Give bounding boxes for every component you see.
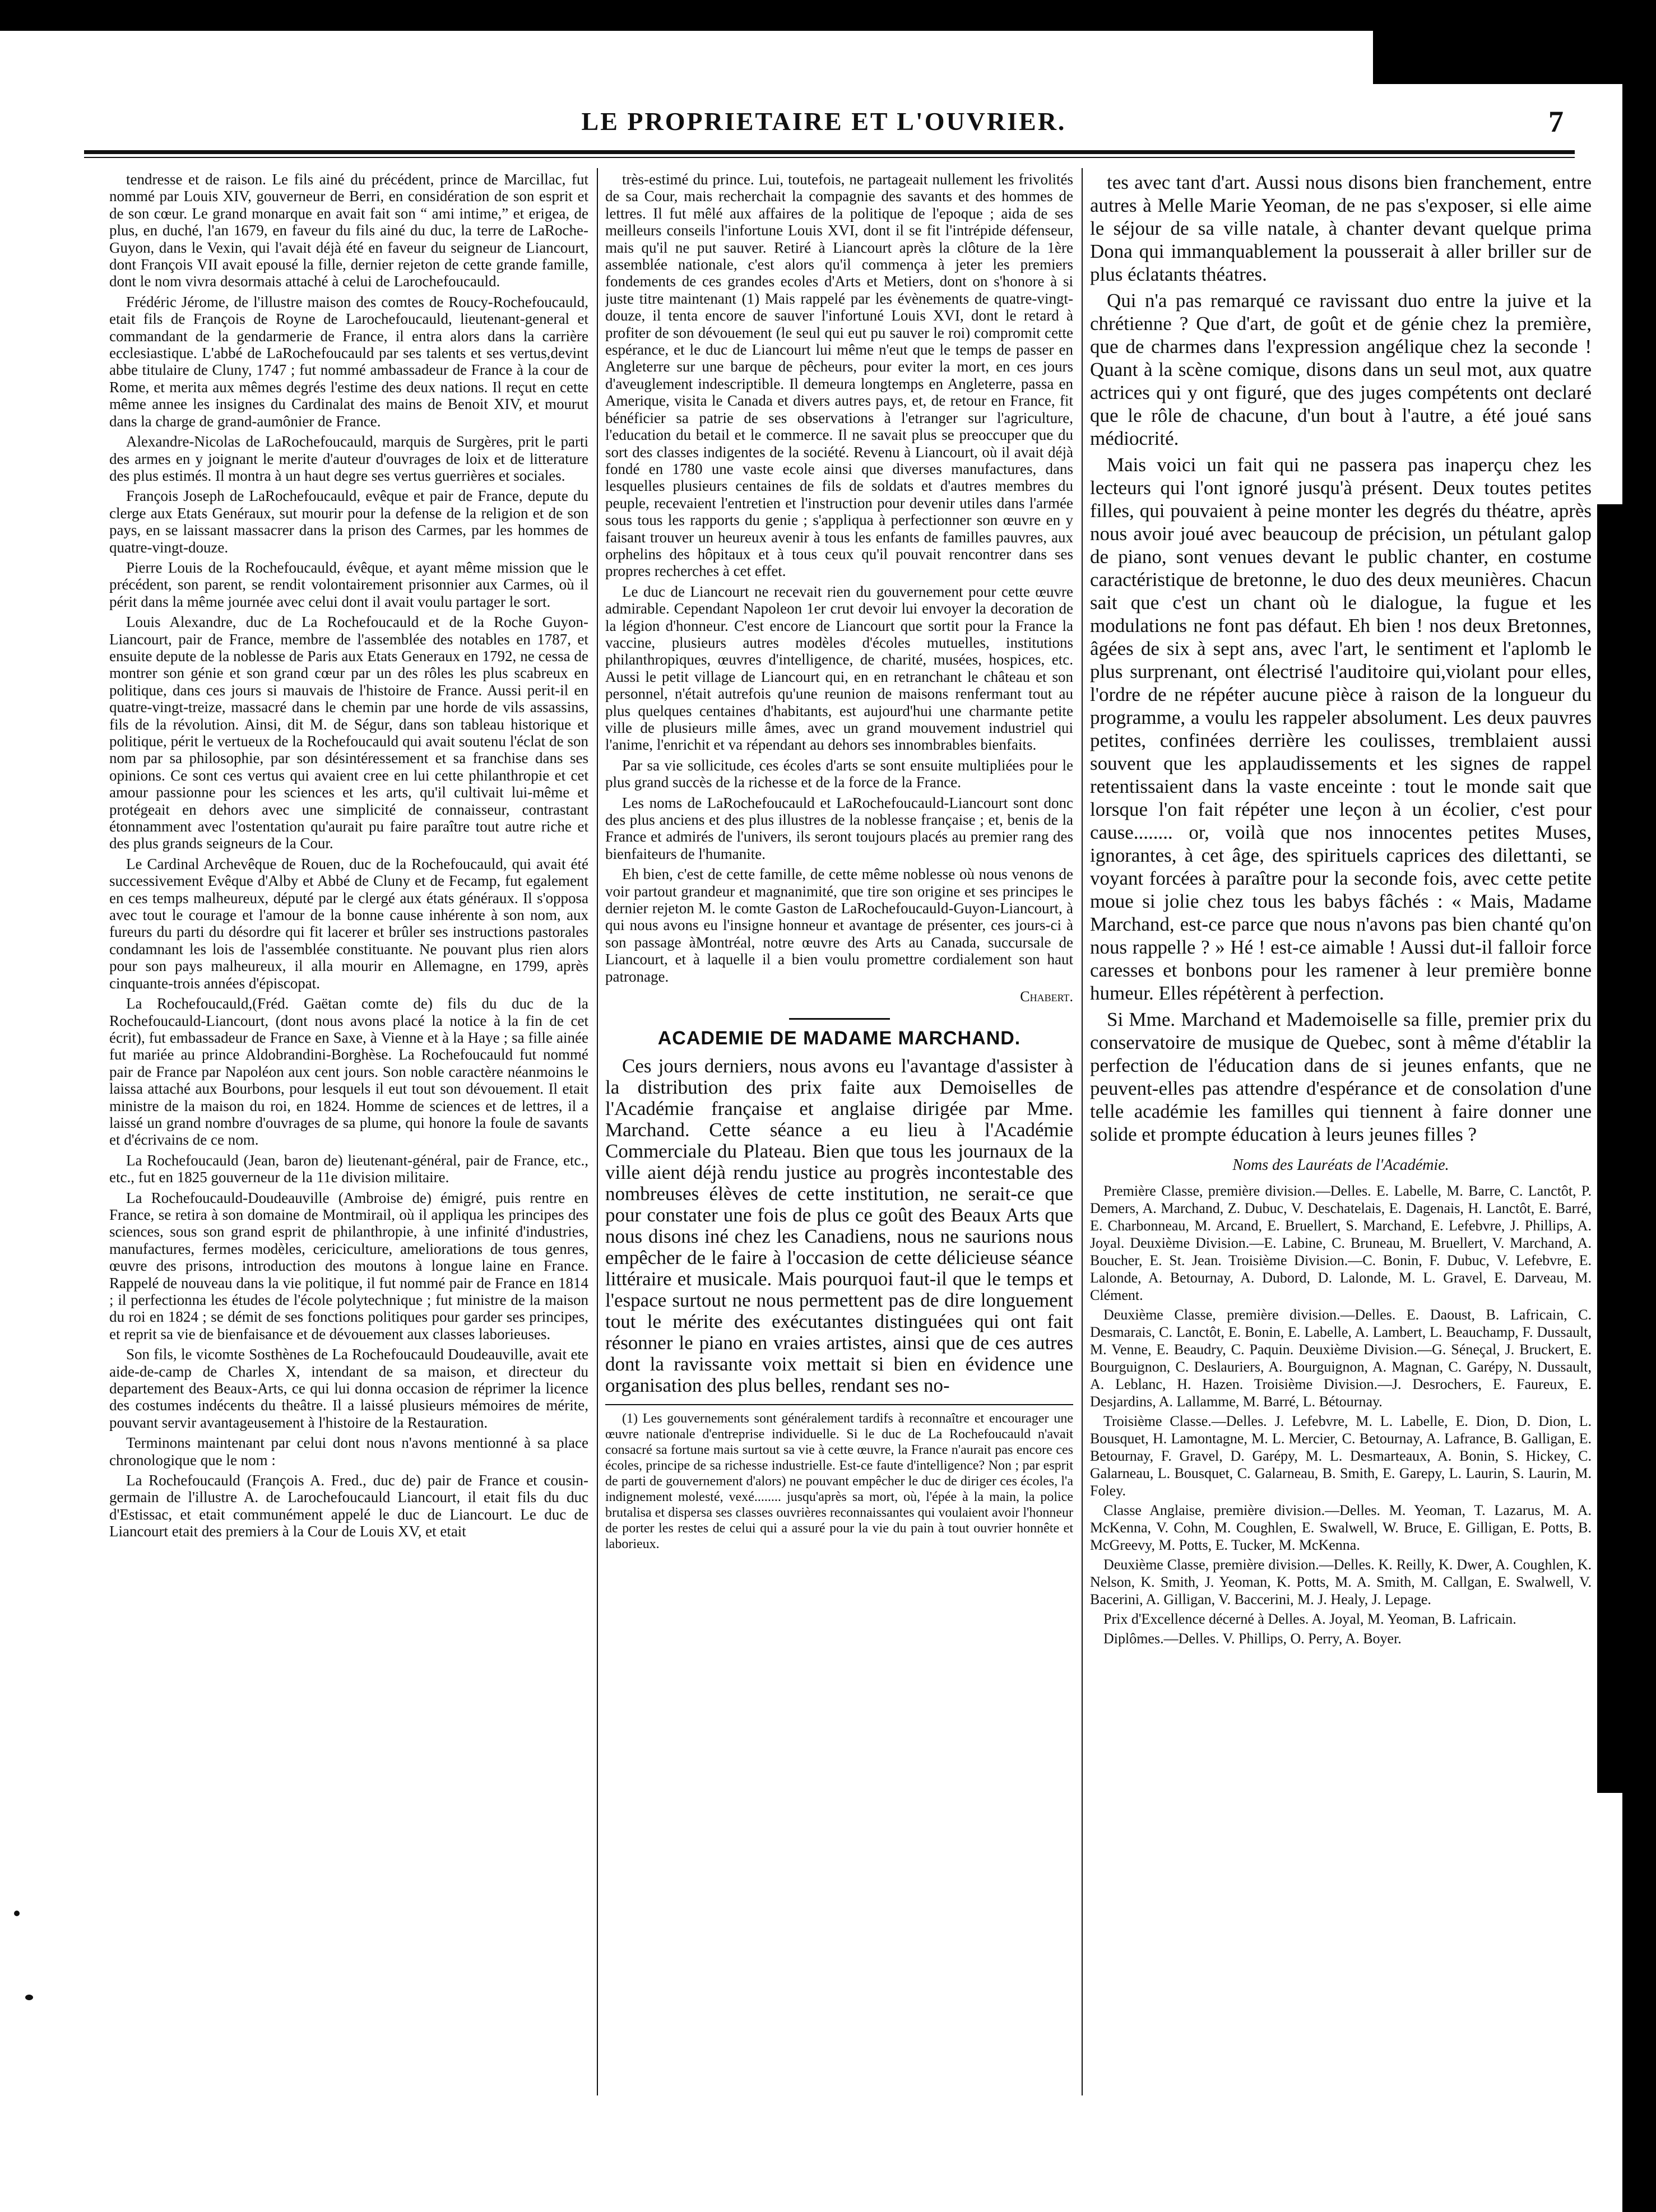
article-paragraph: Alexandre-Nicolas de LaRochefoucauld, marquis de Surgères, prit le parti des armes en y joignant le merite d'auteur d'ouvrages de loix et de litterature des plus estimés. Il montra à un haut degre ses vertus guerrières et sociales.: [109, 433, 588, 484]
column-2: [605, 171, 1073, 2109]
article-paragraph: La Rochefoucauld-Doudeauville (Ambroise de) émigré, puis rentre en France, se retira à son domaine de Montmirail, où il appliqua les principes des sciences, sous son grand esprit de philanthropie, à une infinité d'industries, manufactures, fermes modèles, cericiculture, ameliorations de tous genres, œuvre des prisons, introduction des moutons à longue laine en France. Rappelé de nouveau dans la vie politique, il fut nommé pair de France en 1814 ; il perfectionna les études de l'école polytechnique ; fut ministre de la maison du roi en 1824 ; se démit de ses fonctions politiques pour garder ses principes, et reprit sa vie de bienfaisance et de dévouement aux classes laborieuses.: [109, 1189, 588, 1342]
laureates-list: [1090, 1182, 1592, 1647]
article-paragraph: Les noms de LaRochefoucauld et LaRochefoucauld-Liancourt sont donc des plus anciens et des plus illustres de la noblesse française ; et, benis de la France et admirés de l'univers, ils seront toujours placés au premier rang des bienfaiteurs de l'humanite.: [605, 794, 1073, 862]
article-paragraph: Pierre Louis de la Rochefoucauld, évêque, et ayant même mission que le précédent, son parent, se rendit volontairement prisonnier aux Carmes, où il périt dans la même journée avec celui dont il avait voulu partager le sort.: [109, 559, 588, 610]
laureates-entry: Deuxième Classe, première division.—Delles. K. Reilly, K. Dwer, A. Coughlen, K. Nelson, K. Smith, J. Yeoman, K. Potts, M. A. Smith, M. Callgan, E. Swalwell, V. Bacerini, A. Gilligan, V. Baccerini, M. J. Healy, J. Lepage.: [1090, 1556, 1592, 1607]
article-paragraph: très-estimé du prince. Lui, toutefois, ne partageait nullement les frivolités de sa Cour, mais recherchait la compagnie des savants et des hommes de lettres. Il fut mêlé aux affaires de la politique de l'epoque ; aida de ses meilleurs conseils l'infortune Louis XVI, dont il se fit l'intrépide défenseur, mais qu'il ne put sauver. Retiré à Liancourt après la clôture de la 1ère assemblée nationale, c'est alors qu'il commença à jeter les premiers fondements de ces grandes ecoles d'Arts et Metiers, dont on s'honore à si juste titre maintenant (1) Mais rappelé par les évènements de quatre-vingt-douze, il tenta encore de sauver l'infortuné Louis XVI, dont le retard à profiter de son dévouement (le seul qui eut pu sauver le roi) compromit cette espérance, et le duc de Liancourt lui même n'eut que le temps de passer en Angleterre sur une barque de pêcheurs, pour eviter la mort, en ces jours d'aveuglement indescriptible. Il demeura longtemps en Angleterre, passa en Amerique, visita le Canada et divers autres pays, et, de retour en France, fit bénéficier sa patrie de ses observations à l'etranger sur l'agriculture, l'education du betail et le commerce. Il ne savait plus se preoccuper que du sort des classes indigentes de la société. Revenu à Liancourt, où il avait déjà fondé en 1780 une vaste ecole ainsi que diverses manufactures, dans lesquelles plusieurs centaines de fils de soldats et d'autres membres du peuple, recevaient l'entretien et l'instruction pour devenir utiles dans l'armée sous tous les rapports du genie ; s'appliqua à perfectionner son œuvre en y faisant trouver un heureux avenir à tous les enfants de familles pauvres, aux orphelins des hôpitaux et à tous ceux qu'il pouvait rencontrer dans ses propres recherches à cet effet.: [605, 171, 1073, 580]
article-paragraph: François Joseph de LaRochefoucauld, evêque et pair de France, depute du clerge aux Etats Genéraux, sut mourir pour la defense de la religion et de son pays, en se laissant massacrer dans la prison des Carmes, par les hommes de quatre-vingt-douze.: [109, 487, 588, 556]
article-paragraph: Son fils, le vicomte Sosthènes de La Rochefoucauld Doudeauville, avait ete aide-de-camp de Charles X, intendant de sa maison, et directeur du departement des Beaux-Arts, ce qui lui donna occasion de réprimer la licence des costumes indécents du theâtre. Il a laissé plusieurs mémoires de mérite, pouvant servir avantageusement à l'histoire de la Restauration.: [109, 1346, 588, 1431]
page-title: LE PROPRIETAIRE ET L'OUVRIER.: [581, 107, 1066, 136]
article-paragraph: La Rochefoucauld (François A. Fred., duc de) pair de France et cousin-germain de l'illustre A. de Larochefoucauld Liancourt, il etait fils du duc d'Estissac, et etait communément appelé le duc de Liancourt. Le duc de Liancourt etait des premiers à la Cour de Louis XV, et etait: [109, 1472, 588, 1540]
article-paragraph: Eh bien, c'est de cette famille, de cette même noblesse où nous venons de voir partout grandeur et magnanimité, que tire son origine et ses principes le dernier rejeton M. le comte Gaston de LaRochefoucauld-Guyon-Liancourt, à qui nous avons eu l'insigne honneur et avantage de présenter, ces jours-ci à son passage àMontréal, notre œuvre des Arts au Canada, succursale de Liancourt, et à laquelle il a bien voulu promettre cordialement son haut patronage.: [605, 866, 1073, 985]
header-rule-thick: [84, 150, 1575, 154]
page-number: 7: [1548, 105, 1564, 138]
column-divider-2: [1082, 168, 1083, 2095]
scan-smudge: [14, 1911, 20, 1916]
scan-edge-right-lower: [1597, 504, 1656, 1793]
article-paragraph: La Rochefoucauld (Jean, baron de) lieutenant-général, pair de France, etc., etc., fut en 1825 gouverneur de la 11e division militaire.: [109, 1151, 588, 1186]
article-paragraph: La Rochefoucauld,(Fréd. Gaëtan comte de) fils du duc de la Rochefoucauld-Liancourt, (dont nous avons placé la notice à la fin de cet écrit), fut embassadeur de France en Saxe, à Vienne et à la Haye ; sa fille ainée fut mariée au prince Aldobrandini-Borghèse. La Rochefoucauld fut nommé pair de France par Napoléon aux cent jours. Son noble caractère néanmoins le laissa attaché aux Bourbons, pour lesquels il eut tout son dévouement. Il etait ministre de la maison du roi, en 1824. Homme de sciences et de lettres, il a laissé un grand nombre d'ouvrages de sa plume, qui honore la foule de savants et d'écrivains de ce nom.: [109, 995, 588, 1149]
article-paragraph: Ces jours derniers, nous avons eu l'avantage d'assister à la distribution des prix faite aux Demoiselles de l'Académie française et anglaise dirigée par Mme. Marchand. Cette séance a eu lieu à l'Académie Commerciale du Plateau. Bien que tous les journaux de la ville aient déjà rendu justice au progrès incontestable des nombreuses élèves de cette institution, ne serait-ce que pour constater une fois de plus ce goût des Beaux Arts que nous disons iné chez les Canadiens, nous ne saurions nous empêcher de le faire à l'occasion de cette délicieuse séance littéraire et musicale. Mais pourquoi faut-il que le temps et l'espace surtout ne nous permettent pas de dire longuement tout le mérite des exécutantes distinguées qui ont fait résonner le piano en vraies artistes, ainsi que de ces autres dont la ravissante voix mettait si bien en évidence une organisation des plus belles, rendant ses no-: [605, 1054, 1073, 1396]
laureates-title: Noms des Lauréats de l'Académie.: [1232, 1156, 1449, 1174]
article-paragraph: Le Cardinal Archevêque de Rouen, duc de la Rochefoucauld, qui avait été successivement Evêque d'Alby et Abbé de Cluny et de Fecamp, fut egalement en ces temps malheureux, député par le clergé aux états généraux. Il s'opposa avec tout le courage et l'amour de la bonne cause inhérente à son nom, aux fureurs du parti du désordre qui fit lacerer et brûler ses instructions pastorales condamnant les lois de l'assemblée constituante. Ne pouvant plus rien alors pour son pays malheureux, il alla mourir en Allemagne, en 1799, après cinquante-trois années d'épiscopat.: [109, 855, 588, 992]
header-rule-thin: [84, 157, 1575, 158]
footnote-rule: [605, 1404, 1073, 1405]
column-divider-1: [597, 168, 598, 2095]
article-paragraph: Mais voici un fait qui ne passera pas inaperçu chez les lecteurs qui l'ont ignoré jusqu'à présent. Deux toutes petites filles, qui pouvaient à peine monter les degrés du théatre, après nous avoir joué avec beaucoup de précision, un pétulant galop de piano, sont venues devant le public chanter, en costume caractéristique de bretonne, le duo des deux meunières. Chacun sait que c'est un chant où le dialogue, la fugue et les modulations ne font pas défaut. Eh bien ! nos deux Bretonnes, âgées de six à sept ans, avec l'art, le sentiment et l'aplomb le plus surprenant, ont électrisé l'auditoire qui,violant pour elles, l'ordre de ne répéter aucune pièce à raison de la longueur du programme, a voulu les rappeler absolument. Les deux pauvres petites, confinées derrière les coulisses, tremblaient aussi souvent que les applaudissements et les signes de rappel retentissaient dans la vaste enceinte : tout le monde sait que lorsque l'on fait répéter une leçon à un écolier, c'est pour cause........ or, voilà que nos innocentes petites Muses, ignorantes, à cet âge, des spirituels caprices des dilettanti, se voyant forcées à paraître pour la seconde fois, avec cette petite moue si jolie chez tous les babys fâchés : « Mais, Madame Marchand, est-ce parce que nous n'avons pas bien chanté qu'on nous rappelle ? » Hé ! est-ce aimable ! Aussi dut-il falloir force caresses et bonbons pour les ramener à leur première bonne humeur. Elles répétèrent à perfection.: [1090, 454, 1592, 1004]
section-heading: ACADEMIE DE MADAME MARCHAND.: [657, 1027, 1021, 1049]
laureates-entry: Deuxième Classe, première division.—Delles. E. Daoust, B. Lafricain, C. Desmarais, C. Lanctôt, E. Bonin, E. Labelle, A. Lambert, L. Beauchamp, F. Dussault, M. Venne, E. Beaudry, C. Paquin. Deuxième Division.—G. Séneçal, J. Bruckert, E. Bourguignon, C. Deslauriers, A. Bourguignon, A. Magnan, C. Garépy, N. Dussault, A. Leblanc, H. Hazen. Troisième Division.—J. Desrochers, E. Faureux, E. Desjardins, A. Lallamme, M. Barré, L. Bétournay.: [1090, 1307, 1592, 1410]
scan-smudge: [25, 1995, 33, 2000]
laureates-entry: Classe Anglaise, première division.—Delles. M. Yeoman, T. Lazarus, M. A. McKenna, V. Cohn, M. Coughlen, E. Swalwell, W. Bruce, E. Gilligan, E. Potts, B. McGreevy, M. Potts, E. Tucker, M. McKenna.: [1090, 1502, 1592, 1553]
article-paragraph: Terminons maintenant par celui dont nous n'avons mentionné à sa place chronologique que le nom :: [109, 1434, 588, 1469]
section-separator: [789, 1018, 890, 1020]
laureates-entry: Première Classe, première division.—Delles. E. Labelle, M. Barre, C. Lanctôt, P. Demers, A. Marchand, Z. Dubuc, V. Deschatelais, E. Dagenais, H. Lanctôt, E. Barré, E. Charbonneau, M. Arcand, E. Bruellert, S. Marchand, E. Lefebvre, J. Phillips, A. Joyal. Deuxième Division.—E. Labine, C. Bruneau, M. Bruellert, V. Marchand, A. Boucher, E. St. Jean. Troisième Division.—C. Bonin, F. Dubuc, V. Lefebvre, E. Lalonde, A. Betournay, A. Dubord, D. Lalonde, M. L. Gravel, E. Darveau, M. Clément.: [1090, 1183, 1592, 1303]
article-paragraph: tendresse et de raison. Le fils ainé du précédent, prince de Marcillac, fut nommé par Louis XIV, gouverneur de Berri, en considération de son esprit et de son cœur. Le grand monarque en avait fait son “ ami intime,” et erigea, de plus, en duché, l'an 1679, en faveur du fils ainé du duc, la terre de LaRoche-Guyon, dans le Vexin, qui l'avait déjà été en faveur du seigneur de Liancourt, dont François VII avait epousé la fille, dernier rejeton de cette grande famille, dont le nom vivra desormais attaché à celui de Larochefoucauld.: [109, 171, 588, 290]
laureates-entry: Troisième Classe.—Delles. J. Lefebvre, M. L. Labelle, E. Dion, D. Dion, L. Bousquet, H. Lamontagne, M. L. Mercier, C. Betournay, A. Lafrance, B. Galligan, E. Betournay, F. Gravel, D. Garépy, M. L. Desmarteaux, A. Bonin, S. Hickey, C. Galarneau, L. Bousquet, C. Galarneau, B. Smith, E. Garepy, L. Laurin, S. Laurin, M. Foley.: [1090, 1413, 1592, 1499]
footnote: (1) Les gouvernements sont généralement tardifs à reconnaître et encourager une œuvre nationale d'entreprise individuelle. Si le duc de La Rochefoucauld n'avait consacré sa fortune mais surtout sa vie à cette œuvre, la France n'aurait pas encore ces écoles, principe de sa richesse industrielle. Est-ce faute d'intelligence? Non ; par esprit de parti de gouvernement d'alors) ne pouvant empêcher le duc de diriger ces écoles, l'a indignement molesté, vexé........ jusqu'après sa mort, où, l'épée à la main, la police brutalisa et dispersa ses classes ouvrières reconnaissantes qui voulaient avoir l'honneur de porter les restes de celui qui a assuré pour la vie du pain à tout ouvrier honnête et laborieux.: [605, 1411, 1073, 1551]
laureates-entry: Diplômes.—Delles. V. Phillips, O. Perry, A. Boyer.: [1103, 1630, 1402, 1647]
article-paragraph: Par sa vie sollicitude, ces écoles d'arts se sont ensuite multipliées pour le plus grand succès de la richesse et de la force de la France.: [605, 756, 1073, 791]
article-paragraph: Si Mme. Marchand et Mademoiselle sa fille, premier prix du conservatoire de musique de Quebec, sont à même d'établir la perfection de l'éducation dans de si jeunes enfants, que ne peuvent-elles pas attendre d'espérance et de consolation d'une telle académie les familles qui tiennent à faire donner une solide et prompte éducation à leurs jeunes filles ?: [1090, 1009, 1592, 1145]
laureates-entry: Prix d'Excellence décerné à Delles. A. Joyal, M. Yeoman, B. Lafricain.: [1103, 1611, 1516, 1627]
academy-article-lead: [605, 1056, 1073, 1396]
author-signature: Chabert.: [1020, 988, 1073, 1005]
page-header: [84, 106, 1564, 146]
column-3: [1090, 171, 1592, 2109]
article-paragraph: Louis Alexandre, duc de La Rochefoucauld et de la Roche Guyon-Liancourt, pair de France, membre de l'assemblée des notables en 1787, et ensuite depute de la noblesse de Paris aux Etats Generaux en 1792, ne cessa de montrer son génie et son grand cœur par un des rôles les plus scabreux en politique, dans ces jours si mauvais de l'histoire de France. Aussi perit-il en quatre-vingt-treize, massacré dans le chemin par une horde de vils assassins, fils de la révolution. Ainsi, dit M. de Ségur, dans son tableau historique et politique, périt le vertueux de la Rochefoucauld qui avait soutenu l'éclat de son nom par sa philosophie, par son désintéressement et sa franchise dans ses opinions. Ce sont ces vertus qui avaient cree en lui cette philanthropie et cet amour passionne pour les sciences et les arts, qu'il cultivait lui-même et protégeait en dehors avec une simplicité de connaisseur, contrastant étonnamment avec l'ostentation qu'aurait pu faire paraître tout autre riche et des plus grands seigneurs de la Cour.: [109, 614, 588, 852]
column-1: [109, 171, 588, 2109]
article-paragraph: Qui n'a pas remarqué ce ravissant duo entre la juive et la chrétienne ? Que d'art, de goût et de génie chez la première, que de charmes dans l'expression angélique chez la seconde ! Quant à la scène comique, disons dans un seul mot, aux quatre actrices qui y ont figuré, que des juges compétents ont declaré que le rôle de chacune, d'un bout à l'autre, a été joué sans médiocrité.: [1090, 290, 1592, 449]
article-paragraph: Frédéric Jérome, de l'illustre maison des comtes de Roucy-Rochefoucauld, etait fils de François de Royne de Larochefoucauld, lieutenant-general et commandant de la gendarmerie de France, il entra alors dans la carrière ecclesiastique. L'abbé de LaRochefoucauld par ses talents et ses vertus,devint abbe titulaire de Cluny, 1747 ; fut nommé ambassadeur de France à la cour de Rome, et merita aux mêmes degrés l'estime des deux nations. Il reçut en cette même annee les insignes du Cardinalat des mains de Benoit XIV, et mourut dans la charge de grand-aumônier de France.: [109, 293, 588, 430]
article-paragraph: tes avec tant d'art. Aussi nous disons bien franchement, entre autres à Melle Marie Yeoman, de ne pas s'exposer, si elle aime le séjour de sa ville natale, à chanter devant quelque prima Dona qui immanquablement la pousserait à aller briller sur de plus éclatants théatres.: [1090, 171, 1592, 285]
scan-edge-top-right: [1373, 0, 1656, 84]
article-paragraph: Le duc de Liancourt ne recevait rien du gouvernement pour cette œuvre admirable. Cependant Napoleon 1er crut devoir lui envoyer la decoration de la légion d'honneur. C'est encore de Liancourt que sortit pour la France la vaccine, plusieurs autres modèles d'écoles mutuelles, institutions philanthropiques, œuvres d'intelligence, de charité, musées, hospices, etc. Aussi le petit village de Liancourt qui, en en retranchant le château et son personnel, n'était autrefois qu'une reunion de maisons renfermant tout au plus quelques centaines d'habitants, est aujourd'hui une charmante petite ville de plusieurs mille âmes, avec un grand mouvement industriel qui l'anime, l'enrichit et va répendant au dehors ses innombrables bienfaits.: [605, 583, 1073, 754]
